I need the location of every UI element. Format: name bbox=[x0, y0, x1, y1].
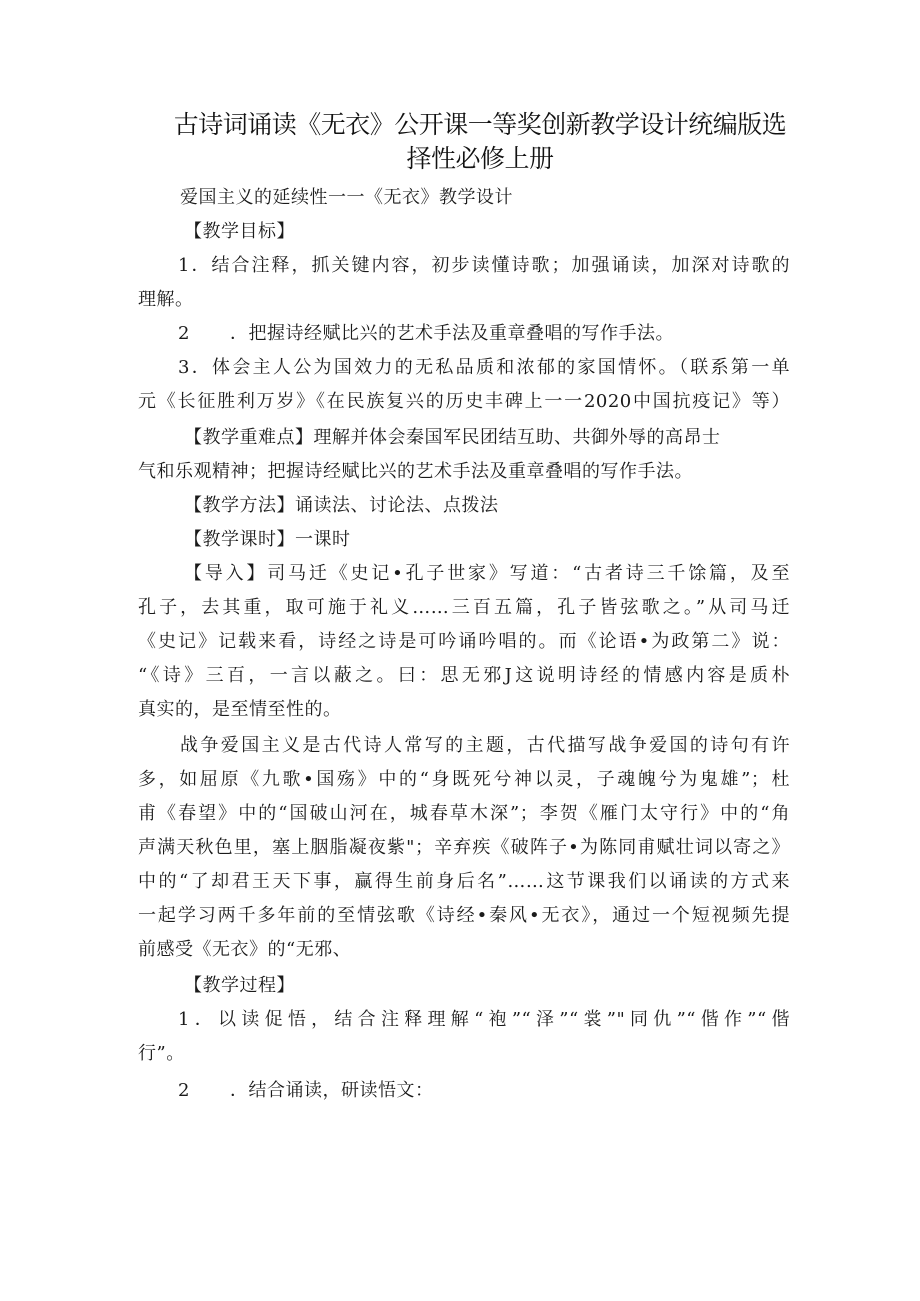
title-line-1: 古诗词诵读《无衣》公开课一等奖创新教学设计统编版选 bbox=[173, 110, 787, 139]
keypoints-line-1: 【教学重难点】理解并体会秦国军民团结互助、共御外辱的高昂士 bbox=[184, 427, 721, 448]
methods: 【教学方法】诵读法、讨论法、点拨法 bbox=[184, 495, 499, 516]
intro-line-2: 孔子，去其重，取可施于礼义……三百五篇，孔子皆弦歌之。”从司马迁 bbox=[138, 597, 790, 618]
goal-3-line-2: 元《长征胜利万岁》《在民族复兴的历史丰碑上一一2020中国抗疫记》等） bbox=[138, 391, 790, 412]
para-line-2: 多，如屈原《九歌•国殇》中的“身既死兮神以灵，子魂魄兮为鬼雄”；杜 bbox=[138, 769, 790, 790]
goal-2-number: 2 bbox=[178, 323, 190, 344]
process-2-text: ．结合诵读，研读悟文： bbox=[230, 1080, 434, 1101]
para-line-3: 甫《春望》中的“国破山河在，城春草木深”；李贺《雁门太守行》中的“角 bbox=[138, 803, 790, 824]
process-1-line-2: 行”。 bbox=[138, 1043, 185, 1064]
para-line-1: 战争爱国主义是古代诗人常写的主题，古代描写战争爱国的诗句有许 bbox=[180, 735, 790, 756]
intro-line-1: 【导入】司马迁《史记•孔子世家》写道：“古者诗三千馀篇，及至 bbox=[184, 563, 790, 584]
title-line-2: 择性必修上册 bbox=[406, 144, 554, 173]
goal-3-line-1: 3．体会主人公为国效力的无私品质和浓郁的家国情怀。（联系第一单 bbox=[178, 357, 790, 378]
para-line-5: 中的“了却君王天下事，赢得生前身后名”……这节课我们以诵读的方式来 bbox=[138, 871, 790, 892]
process-2-number: 2 bbox=[178, 1080, 190, 1101]
process-header: 【教学过程】 bbox=[184, 975, 295, 996]
intro-line-3: 《史记》记载来看，诗经之诗是可吟诵吟唱的。而《论语•为政第二》说： bbox=[138, 631, 790, 652]
goal-1-line-2: 理解。 bbox=[138, 289, 194, 310]
class-hours: 【教学课时】一课时 bbox=[184, 529, 351, 550]
goal-1-line-1: 1．结合注释，抓关键内容，初步读懂诗歌；加强诵读，加深对诗歌的 bbox=[178, 255, 790, 276]
intro-line-4: “《诗》三百，一言以蔽之。曰：思无邪J这说明诗经的情感内容是质朴 bbox=[138, 665, 790, 686]
process-1-line-1: 1．以读促悟，结合注释理解“袍”“泽”“裳”"同仇”“偕作”“偕 bbox=[178, 1009, 790, 1030]
para-line-6: 一起学习两千多年前的至情弦歌《诗经•秦风•无衣》，通过一个短视频先提 bbox=[138, 905, 790, 926]
para-line-7: 前感受《无衣》的“无邪、 bbox=[138, 939, 352, 960]
goals-header: 【教学目标】 bbox=[184, 221, 295, 242]
intro-line-5: 真实的，是至情至性的。 bbox=[138, 699, 342, 720]
keypoints-line-2: 气和乐观精神；把握诗经赋比兴的艺术手法及重章叠唱的写作手法。 bbox=[138, 461, 693, 482]
para-line-4: 声满天秋色里，塞上胭脂凝夜紫"；辛弃疾《破阵子•为陈同甫赋壮词以寄之》 bbox=[138, 837, 790, 858]
goal-2-text: ．把握诗经赋比兴的艺术手法及重章叠唱的写作手法。 bbox=[230, 323, 674, 344]
document-title bbox=[130, 108, 830, 176]
subtitle: 爱国主义的延续性一一《无衣》教学设计 bbox=[180, 187, 513, 208]
